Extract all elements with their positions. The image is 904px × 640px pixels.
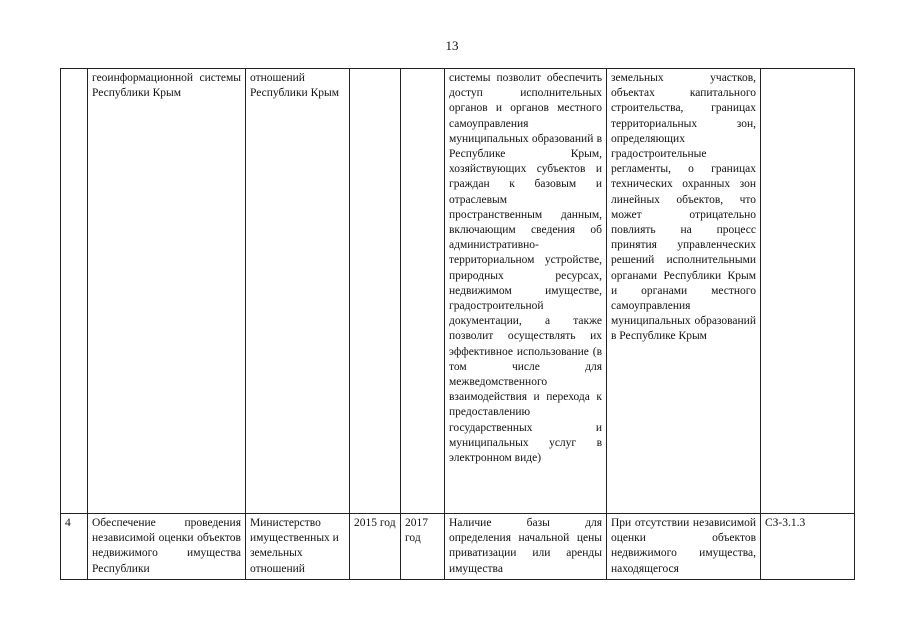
cell-start-year: 2015 год — [350, 514, 401, 580]
cell-end-year: 2017 год — [401, 514, 445, 580]
cell-expected-result: системы позволит обеспечить доступ исполнительных органов и органов местного самоуправления муниципальных образований в Республике Крым, хозяйствующих субъектов и граждан к базовым и отраслевым пространственным данным, включающим сведения об административно-территориальном устройстве, природных ресурсах, недвижимом имуществе, градостроительной документации, а также позволит осуществлять их эффективное использование (в том числе для межведомственного взаимодействия и перехода к предоставлению государственных и муниципальных услуг в электронном виде) — [445, 69, 607, 514]
cell-expected-result: Наличие базы для определения начальной цены приватизации или аренды имущества — [445, 514, 607, 580]
cell-number — [61, 69, 88, 514]
cell-responsible: Министерство имущественных и земельных отношений — [246, 514, 350, 580]
cell-number: 4 — [61, 514, 88, 580]
cell-consequences: При отсутствии независимой оценки объектов недвижимого имущества, находящегося — [607, 514, 761, 580]
cell-code — [761, 69, 855, 514]
cell-consequences: земельных участков, объектах капитального строительства, границах территориальных зон, определяющих градостроительные регламенты, о границах технических охранных зон линейных объектов, что может отрицательно повлиять на процесс принятия управленческих решений исполнительными органами Республики Крым и органами местного самоуправления муниципальных образований в Республике Крым — [607, 69, 761, 514]
cell-measure-name: Обеспечение проведения независимой оценки объектов недвижимого имущества Республики — [88, 514, 246, 580]
cell-code: СЗ-3.1.3 — [761, 514, 855, 580]
table-row — [61, 514, 855, 580]
measures-table — [60, 68, 855, 580]
table-row — [61, 69, 855, 514]
cell-measure-name: геоинформационной системы Республики Крым — [88, 69, 246, 514]
cell-end-year — [401, 69, 445, 514]
page-number: 13 — [445, 38, 459, 53]
cell-start-year — [350, 69, 401, 514]
cell-responsible: отношений Республики Крым — [246, 69, 350, 514]
